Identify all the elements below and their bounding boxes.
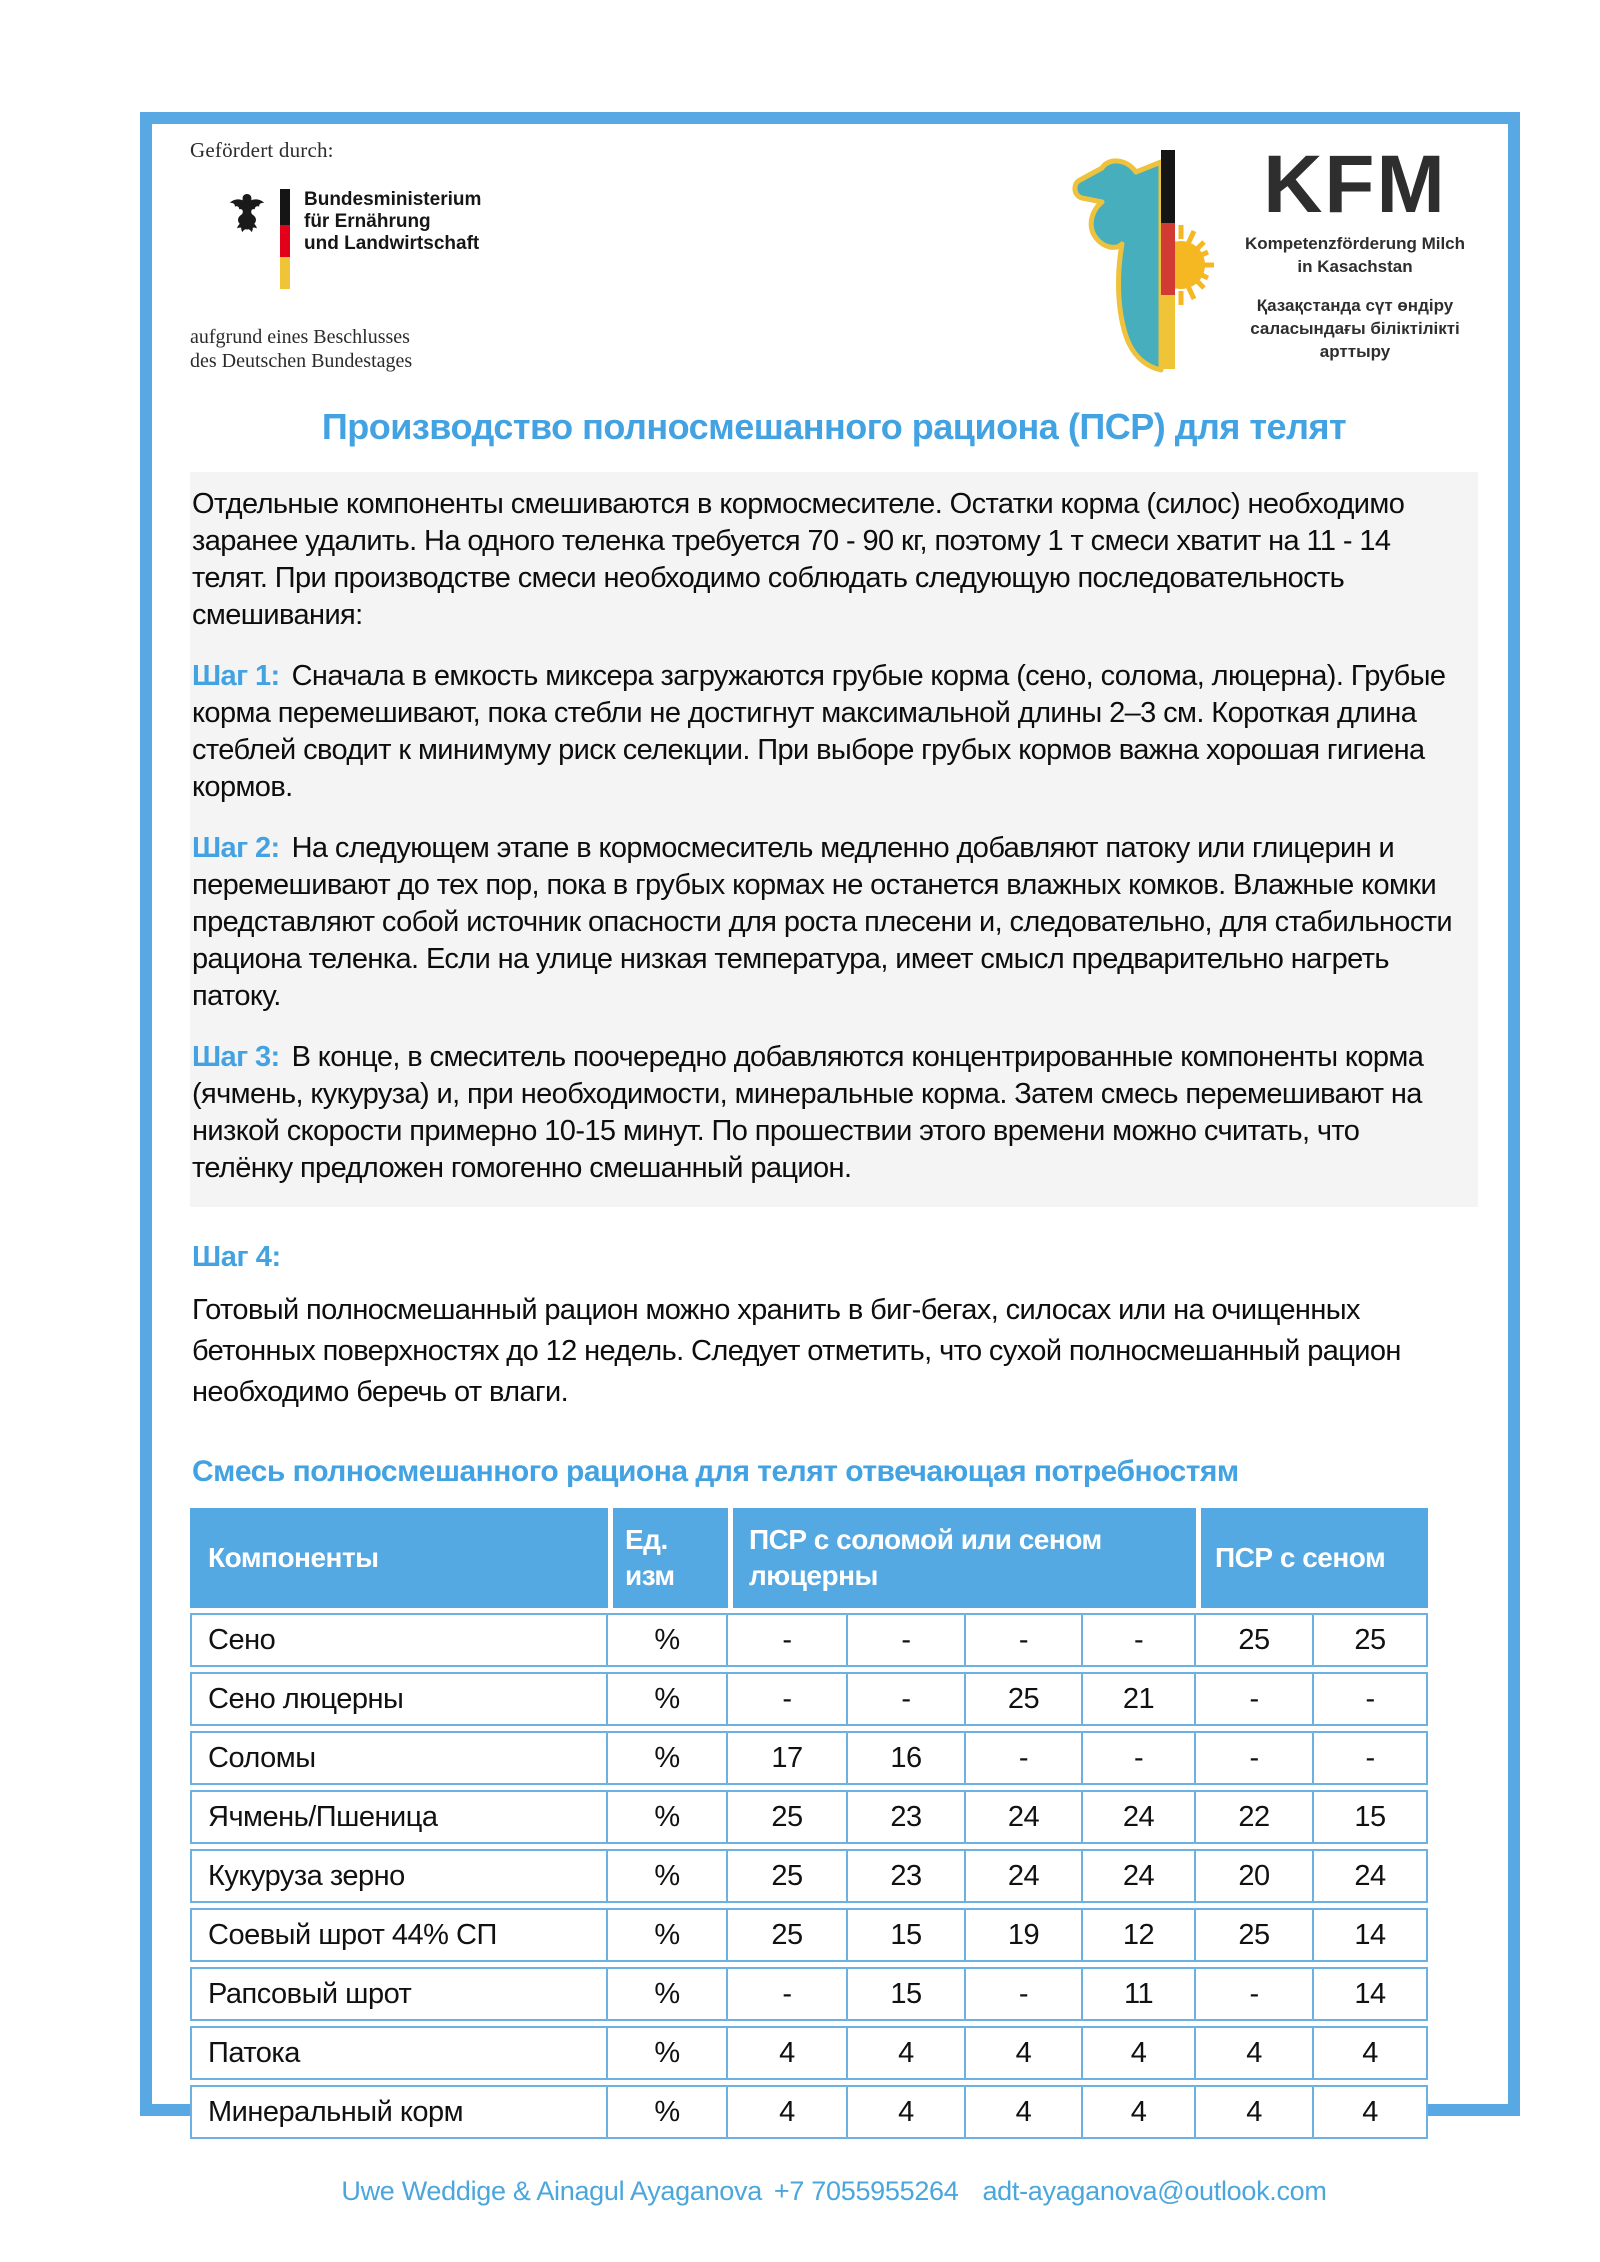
- table-title: Смесь полносмешанного рациона для телят отвечающая потребностям: [192, 1455, 1239, 1488]
- value-cell: 15: [1314, 1790, 1428, 1844]
- header-components: Компоненты: [190, 1508, 608, 1608]
- step-2-label: Шаг 2:: [192, 832, 280, 864]
- step-1-label: Шаг 1:: [192, 660, 280, 692]
- kfm-subtitle-kazakh: [1236, 294, 1474, 363]
- step-2-paragraph: [192, 830, 1460, 1015]
- component-name-cell: Сено люцерны: [190, 1672, 608, 1726]
- unit-cell: %: [608, 1790, 728, 1844]
- table-row: [190, 1967, 1428, 2021]
- step-3-label: Шаг 3:: [192, 1041, 280, 1073]
- value-cell: -: [966, 1731, 1083, 1785]
- kfm-subtitle-german: [1236, 232, 1474, 278]
- table-row: [190, 1849, 1428, 1903]
- value-cell: 4: [728, 2085, 848, 2139]
- step-1-paragraph: [192, 658, 1460, 806]
- mandate-line: des Deutschen Bundestages: [190, 350, 413, 372]
- value-cell: 15: [848, 1967, 966, 2021]
- value-cell: 4: [1314, 2085, 1428, 2139]
- step-3-paragraph: [192, 1039, 1460, 1187]
- value-cell: -: [728, 1967, 848, 2021]
- kfm-acronym: KFM: [1263, 139, 1447, 230]
- unit-cell: %: [608, 1672, 728, 1726]
- value-cell: 14: [1314, 1967, 1428, 2021]
- component-name-cell: Кукуруза зерно: [190, 1849, 608, 1903]
- table-row: [190, 1672, 1428, 1726]
- header: [190, 138, 1478, 376]
- contact-phone: +7 7055955264: [773, 2176, 959, 2206]
- unit-cell: %: [608, 1613, 728, 1667]
- component-name-cell: Патока: [190, 2026, 608, 2080]
- ministry-name: [304, 189, 481, 293]
- unit-cell: %: [608, 1908, 728, 1962]
- contact-footer: [190, 2176, 1478, 2207]
- value-cell: -: [1196, 1672, 1314, 1726]
- value-cell: 20: [1196, 1849, 1314, 1903]
- value-cell: 14: [1314, 1908, 1428, 1962]
- value-cell: -: [1083, 1613, 1196, 1667]
- kfm-logo: [1064, 140, 1474, 376]
- component-name-cell: Сено: [190, 1613, 608, 1667]
- german-flag-stripe-icon: [280, 189, 290, 293]
- federal-eagle-icon: [226, 191, 268, 237]
- intro-paragraph: Отдельные компоненты смешиваются в кормосмесителе. Остатки корма (силос) необходимо заранее удалить. На одного теленка требуется 70 - 90 кг, поэтому 1 т смеси хватит на 11 - 14 телят. При производстве смеси необходимо соблюдать следующую последовательность смешивания:: [192, 488, 1405, 631]
- value-cell: 11: [1083, 1967, 1196, 2021]
- funding-block: [190, 138, 481, 373]
- page-title: Производство полносмешанного рациона (ПСР) для телят: [321, 406, 1347, 447]
- ministry-name-line: für Ernährung: [304, 211, 431, 232]
- value-cell: 4: [1083, 2085, 1196, 2139]
- table-row: [190, 1613, 1428, 1667]
- table-row: [190, 1790, 1428, 1844]
- table-row: [190, 1908, 1428, 1962]
- value-cell: -: [966, 1967, 1083, 2021]
- value-cell: 4: [728, 2026, 848, 2080]
- value-cell: 21: [1083, 1672, 1196, 1726]
- value-cell: -: [848, 1613, 966, 1667]
- value-cell: 4: [848, 2026, 966, 2080]
- kfm-subtitle-line: in Kasachstan: [1297, 257, 1413, 276]
- unit-cell: %: [608, 1967, 728, 2021]
- header-group-straw-lucerne: ПСР с соломой или сеном люцерны: [728, 1508, 1196, 1608]
- table-row: [190, 2085, 1428, 2139]
- page-frame: [140, 112, 1520, 2206]
- step-4-label: Шаг 4:: [192, 1241, 281, 1273]
- value-cell: 4: [1196, 2085, 1314, 2139]
- value-cell: 19: [966, 1908, 1083, 1962]
- component-name-cell: Ячмень/Пшеница: [190, 1790, 608, 1844]
- value-cell: -: [728, 1613, 848, 1667]
- unit-cell: %: [608, 1731, 728, 1785]
- component-name-cell: Минеральный корм: [190, 2085, 608, 2139]
- value-cell: 24: [966, 1790, 1083, 1844]
- ration-table-body: [190, 1613, 1428, 2139]
- value-cell: -: [1314, 1731, 1428, 1785]
- value-cell: 23: [848, 1849, 966, 1903]
- contact-email: adt-ayaganova@outlook.com: [982, 2176, 1327, 2206]
- step-4-text: Готовый полносмешанный рацион можно хранить в биг-бегах, силосах или на очищенных бетонных поверхностях до 12 недель. Следует отметить, что сухой полносмешанный рацион необходимо беречь от влаги.: [192, 1294, 1401, 1408]
- ministry-name-line: Bundesministerium: [304, 189, 482, 210]
- mandate-line: aufgrund eines Beschlusses: [190, 326, 410, 348]
- value-cell: -: [1196, 1967, 1314, 2021]
- value-cell: 25: [728, 1849, 848, 1903]
- value-cell: 4: [1314, 2026, 1428, 2080]
- body-text-panel: [190, 472, 1478, 1207]
- value-cell: 24: [1314, 1849, 1428, 1903]
- value-cell: -: [728, 1672, 848, 1726]
- page-content: [152, 124, 1508, 2207]
- kfm-subtitle-line: саласындағы біліктілікті арттыру: [1250, 319, 1460, 361]
- value-cell: -: [1314, 1672, 1428, 1726]
- value-cell: -: [1196, 1731, 1314, 1785]
- value-cell: 25: [1314, 1613, 1428, 1667]
- value-cell: 15: [848, 1908, 966, 1962]
- cow-head-icon: [1064, 140, 1236, 376]
- component-name-cell: Соломы: [190, 1731, 608, 1785]
- header-unit: [608, 1508, 728, 1608]
- value-cell: 22: [1196, 1790, 1314, 1844]
- kfm-subtitle-line: Қазақстанда сүт өндіру: [1256, 296, 1454, 315]
- bundestag-mandate: [190, 325, 481, 373]
- component-name-cell: Соевый шрот 44% СП: [190, 1908, 608, 1962]
- header-unit-line: изм: [625, 1560, 675, 1591]
- value-cell: 16: [848, 1731, 966, 1785]
- ration-table: [190, 1503, 1428, 2144]
- value-cell: 25: [728, 1790, 848, 1844]
- value-cell: 4: [966, 2026, 1083, 2080]
- unit-cell: %: [608, 1849, 728, 1903]
- value-cell: 4: [1083, 2026, 1196, 2080]
- kfm-wordmark: [1236, 139, 1474, 363]
- value-cell: -: [1083, 1731, 1196, 1785]
- kfm-subtitle-line: Kompetenzförderung Milch: [1244, 234, 1466, 253]
- ration-table-header: [190, 1508, 1428, 1608]
- table-row: [190, 2026, 1428, 2080]
- step-3-text: В конце, в смеситель поочередно добавляются концентрированные компоненты корма (ячмень, кукуруза) и, при необходимости, минеральные корма. Затем смесь перемешивают на низкой скорости примерно 10-15 минут. По прошествии этого времени можно считать, что телёнку предложен гомогенно смешанный рацион.: [192, 1041, 1424, 1184]
- header-unit-line: Ед.: [625, 1524, 668, 1555]
- value-cell: 25: [728, 1908, 848, 1962]
- value-cell: 23: [848, 1790, 966, 1844]
- value-cell: 4: [966, 2085, 1083, 2139]
- table-row: [190, 1731, 1428, 1785]
- step-1-text: Сначала в емкость миксера загружаются грубые корма (сено, солома, люцерна). Грубые корма перемешивают, пока стебли не достигнут максимальной длины 2–3 см. Короткая длина стеблей сводит к минимуму риск селекции. При выборе грубых кормов важна хорошая гигиена кормов.: [192, 660, 1446, 803]
- value-cell: -: [966, 1613, 1083, 1667]
- value-cell: 17: [728, 1731, 848, 1785]
- unit-cell: %: [608, 2085, 728, 2139]
- value-cell: 25: [966, 1672, 1083, 1726]
- component-name-cell: Рапсовый шрот: [190, 1967, 608, 2021]
- value-cell: 24: [966, 1849, 1083, 1903]
- value-cell: 12: [1083, 1908, 1196, 1962]
- bmel-logo: [226, 189, 481, 293]
- value-cell: 24: [1083, 1849, 1196, 1903]
- value-cell: 4: [848, 2085, 966, 2139]
- ministry-name-line: und Landwirtschaft: [304, 233, 480, 254]
- header-group-hay: ПСР с сеном: [1196, 1508, 1428, 1608]
- contact-names: Uwe Weddige & Ainagul Ayaganova: [341, 2176, 762, 2206]
- unit-cell: %: [608, 2026, 728, 2080]
- value-cell: -: [848, 1672, 966, 1726]
- value-cell: 25: [1196, 1908, 1314, 1962]
- funded-by-label: Gefördert durch:: [190, 138, 334, 162]
- value-cell: 24: [1083, 1790, 1196, 1844]
- value-cell: 25: [1196, 1613, 1314, 1667]
- value-cell: 4: [1196, 2026, 1314, 2080]
- step-2-text: На следующем этапе в кормосмеситель медленно добавляют патоку или глицерин и перемешивают до тех пор, пока в грубых кормах не останется влажных комков. Влажные комки представляют собой источник опасности для роста плесени и, следовательно, для стабильности рациона теленка. Если на улице низкая температура, имеет смысл предварительно нагреть патоку.: [192, 832, 1453, 1012]
